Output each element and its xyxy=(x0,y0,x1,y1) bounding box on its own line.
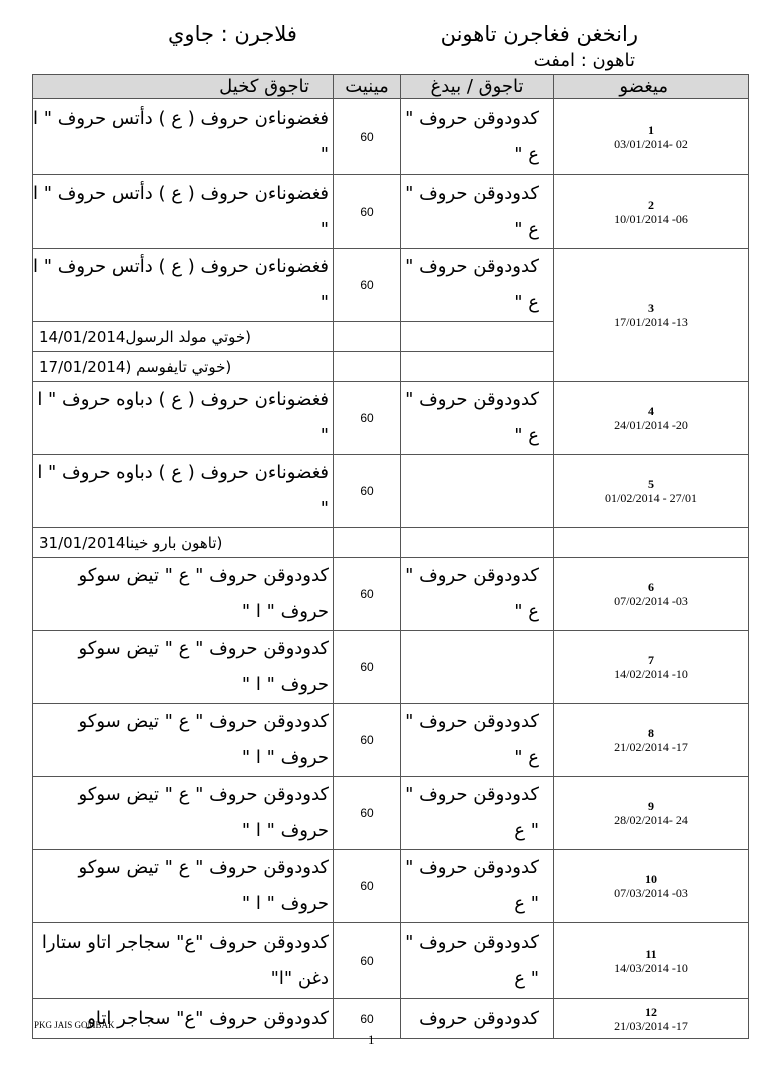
holiday-note: (خوتي تايفوسم (17/01/2014 xyxy=(33,352,334,382)
topic-cell: كدودوقن حروف "ع" سجاجر اتاو xyxy=(33,999,334,1039)
footer-label: PKG JAIS GOMBAK xyxy=(34,1020,115,1030)
minutes-cell: 60 xyxy=(334,923,401,999)
week-number: 3 xyxy=(648,301,654,315)
unit-cell xyxy=(401,528,554,558)
header-minutes: مينيت xyxy=(334,75,401,99)
minutes-cell: 60 xyxy=(334,382,401,455)
table-row xyxy=(33,175,749,249)
week-cell xyxy=(554,528,749,558)
week-cell xyxy=(554,777,749,850)
header-topic: تاجوق كخيل xyxy=(33,75,334,99)
topic-cell: كدودوقن حروف " ع " تيض سوكو حروف " ا " xyxy=(33,850,334,923)
holiday-row xyxy=(33,528,749,558)
unit-cell: كدودوقن حروف " ع " xyxy=(401,382,554,455)
week-number: 11 xyxy=(645,946,657,961)
week-dates: 20- 24/01/2014 xyxy=(614,418,688,432)
table-row xyxy=(33,850,749,923)
week-cell xyxy=(554,99,749,175)
unit-cell xyxy=(401,631,554,704)
topic-cell: فغضوناءن حروف ( ع ) دباوه حروف " ا " xyxy=(33,455,334,528)
week-cell xyxy=(554,923,749,999)
week-dates: 27/01 - 01/02/2014 xyxy=(604,491,697,505)
table-row xyxy=(33,249,749,322)
unit-cell: كدودوقن حروف " " ع xyxy=(401,777,554,850)
week-cell xyxy=(554,175,749,249)
minutes-cell xyxy=(334,352,401,382)
week-number: 5 xyxy=(648,477,654,491)
minutes-cell: 60 xyxy=(334,558,401,631)
week-number: 6 xyxy=(648,580,654,594)
unit-cell: كدودوقن حروف " ع " xyxy=(401,558,554,631)
week-cell xyxy=(554,631,749,704)
subject-label: فلاجرن : جاوي xyxy=(168,22,297,46)
week-number: 9 xyxy=(648,799,654,813)
header-unit: تاجوق / بيدغ xyxy=(401,75,554,99)
unit-cell xyxy=(401,352,554,382)
week-cell xyxy=(554,249,749,382)
minutes-cell: 60 xyxy=(334,999,401,1039)
week-dates: 10- 14/03/2014 xyxy=(614,960,688,975)
week-dates: 17- 21/03/2014 xyxy=(614,1018,688,1033)
page-number: 1 xyxy=(368,1032,375,1047)
unit-cell: كدودوقن حروف " ع " xyxy=(401,175,554,249)
unit-cell: كدودوقن حروف xyxy=(401,999,554,1039)
unit-cell xyxy=(401,455,554,528)
week-number: 8 xyxy=(648,726,654,740)
week-number: 2 xyxy=(648,197,654,212)
minutes-cell: 60 xyxy=(334,249,401,322)
minutes-cell: 60 xyxy=(334,777,401,850)
topic-cell: كدودوقن حروف " ع " تيض سوكو حروف " ا " xyxy=(33,631,334,704)
table-header xyxy=(33,75,749,99)
topic-cell: كدودوقن حروف "ع" سجاجر اتاو ستارا دغن "ا" xyxy=(33,923,334,999)
minutes-cell xyxy=(334,528,401,558)
table-row xyxy=(33,455,749,528)
holiday-note: (تاهون بارو خينا31/01/2014 xyxy=(33,528,334,558)
minutes-cell: 60 xyxy=(334,455,401,528)
unit-cell: كدودوقن حروف " " ع xyxy=(401,923,554,999)
minutes-cell xyxy=(334,322,401,352)
table-row xyxy=(33,382,749,455)
week-cell xyxy=(554,455,749,528)
topic-cell: فغضوناءن حروف ( ع ) دباوه حروف " ا " xyxy=(33,382,334,455)
week-cell xyxy=(554,999,749,1039)
topic-cell: فغضوناءن حروف ( ع ) دأتس حروف " ا " xyxy=(33,175,334,249)
unit-cell xyxy=(401,322,554,352)
lesson-plan-table xyxy=(32,74,749,1039)
week-dates: 13- 17/01/2014 xyxy=(614,315,688,329)
table-row xyxy=(33,631,749,704)
table-row xyxy=(33,99,749,175)
topic-cell: فغضوناءن حروف ( ع ) دأتس حروف " ا " xyxy=(33,249,334,322)
table-row xyxy=(33,558,749,631)
year-label: تاهون : امفت xyxy=(533,50,635,71)
week-dates: 24 -28/02/2014 xyxy=(614,813,688,827)
week-number: 12 xyxy=(645,1004,657,1019)
week-number: 1 xyxy=(648,122,654,137)
week-cell xyxy=(554,850,749,923)
topic-cell: فغضوناءن حروف ( ع ) دأتس حروف " ا " xyxy=(33,99,334,175)
table-row xyxy=(33,923,749,999)
week-number: 7 xyxy=(648,653,654,667)
week-dates: 03- 07/03/2014 xyxy=(614,886,688,900)
week-number: 10 xyxy=(645,872,657,886)
week-cell xyxy=(554,558,749,631)
minutes-cell: 60 xyxy=(334,850,401,923)
minutes-cell: 60 xyxy=(334,631,401,704)
week-number: 4 xyxy=(648,404,654,418)
minutes-cell: 60 xyxy=(334,175,401,249)
table-row xyxy=(33,999,749,1039)
week-dates: 10- 14/02/2014 xyxy=(614,667,688,681)
topic-cell: كدودوقن حروف " ع " تيض سوكو حروف " ا " xyxy=(33,558,334,631)
header-week: ميغضو xyxy=(554,75,749,99)
week-dates: 03- 07/02/2014 xyxy=(614,594,688,608)
table-row xyxy=(33,777,749,850)
week-dates: 06- 10/01/2014 xyxy=(614,211,688,226)
minutes-cell: 60 xyxy=(334,704,401,777)
topic-cell: كدودوقن حروف " ع " تيض سوكو حروف " ا " xyxy=(33,777,334,850)
week-dates: 02 -03/01/2014 xyxy=(614,136,688,151)
table-row xyxy=(33,704,749,777)
plan-title: رانخغن فغاجرن تاهونن xyxy=(440,22,638,46)
week-cell xyxy=(554,704,749,777)
week-cell xyxy=(554,382,749,455)
unit-cell: كدودوقن حروف " " ع xyxy=(401,850,554,923)
week-dates: 17- 21/02/2014 xyxy=(614,740,688,754)
topic-cell: كدودوقن حروف " ع " تيض سوكو حروف " ا " xyxy=(33,704,334,777)
unit-cell: كدودوقن حروف " ع " xyxy=(401,249,554,322)
minutes-cell: 60 xyxy=(334,99,401,175)
unit-cell: كدودوقن حروف " ع " xyxy=(401,99,554,175)
holiday-note: (خوتي مولد الرسول14/01/2014 xyxy=(33,322,334,352)
unit-cell: كدودوقن حروف " ع " xyxy=(401,704,554,777)
